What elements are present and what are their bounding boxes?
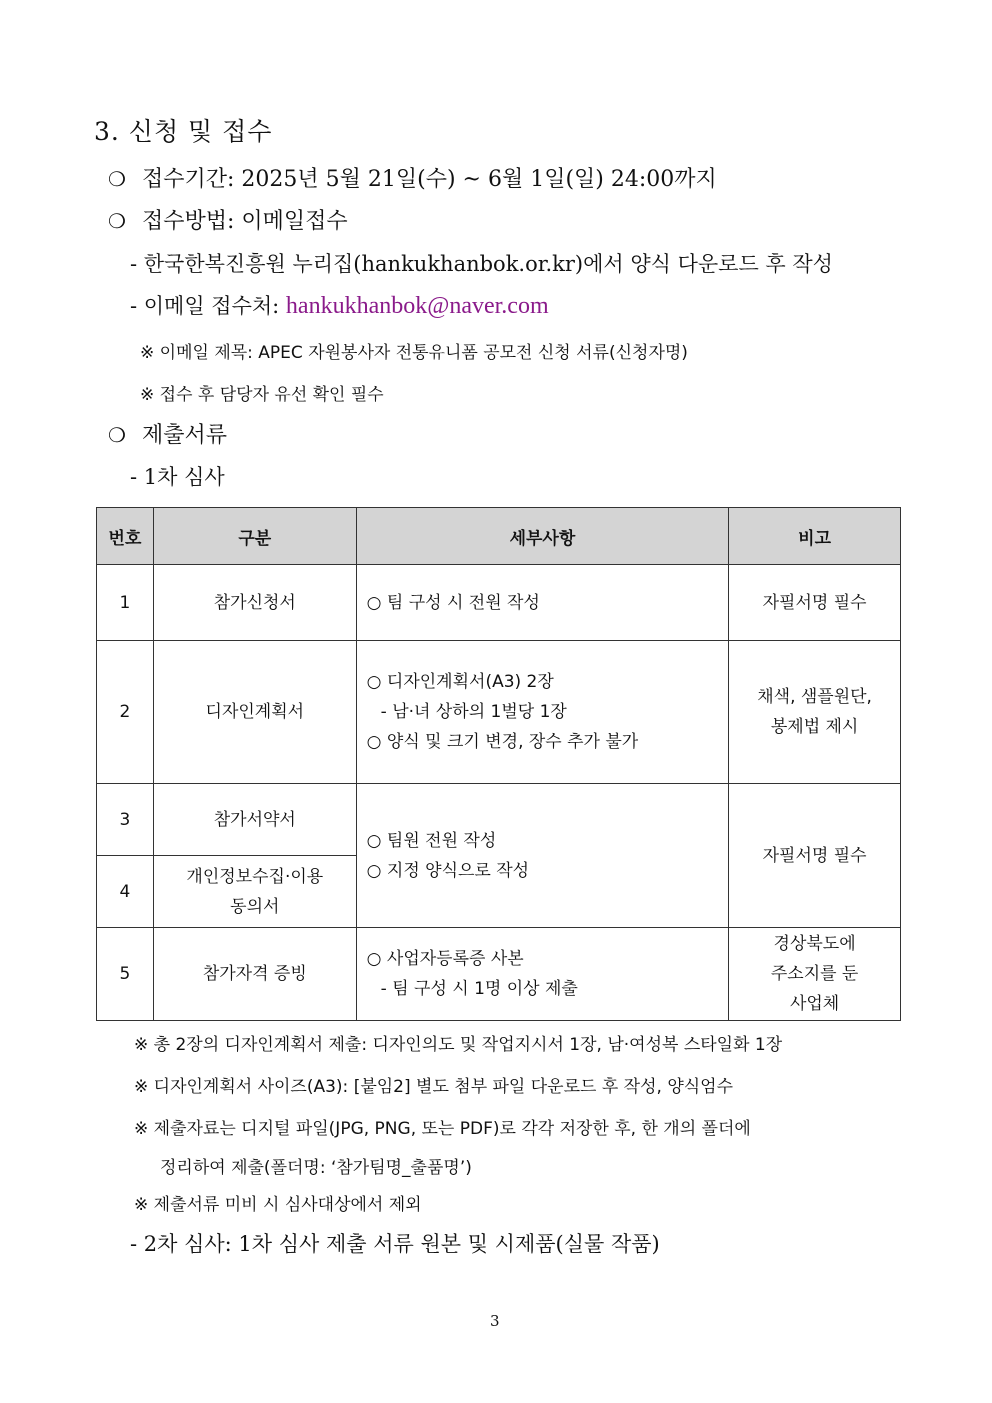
footnote-plan-count: ※ 총 2장의 디자인계획서 제출: 디자인의도 및 작업지시서 1장, 남·여성복 스타일화 1장 xyxy=(134,1035,783,1055)
category-line: 개인정보수집·이용 xyxy=(186,866,324,887)
row-note xyxy=(729,928,901,1021)
documents-table xyxy=(96,507,901,1021)
note-line: 채색, 샘플원단, xyxy=(757,687,872,707)
circle-bullet-icon: ❍ xyxy=(108,167,126,191)
period-text: 접수기간: 2025년 5월 21일(수) ~ 6월 1일(일) 24:00까지 xyxy=(142,167,717,192)
table-row xyxy=(97,565,901,641)
row-detail: ○ 팀 구성 시 전원 작성 xyxy=(356,565,729,641)
first-round-heading: - 1차 심사 xyxy=(130,465,225,489)
method-item xyxy=(108,204,348,235)
phone-confirm-note: ※ 접수 후 담당자 유선 확인 필수 xyxy=(140,385,384,405)
row-detail xyxy=(356,928,729,1021)
period-item xyxy=(108,162,717,193)
footnote-plan-size: ※ 디자인계획서 사이즈(A3): [붙임2] 별도 첨부 파일 다운로드 후 작성, 양식엄수 xyxy=(134,1077,734,1097)
detail-line: ○ 양식 및 크기 변경, 장수 추가 불가 xyxy=(366,732,639,752)
footnote-folder-name: 정리하여 제출(폴더명: ‘참가팀명_출품명’) xyxy=(160,1158,472,1178)
header-number: 번호 xyxy=(97,508,154,565)
email-link[interactable]: hankukhanbok@naver.com xyxy=(285,293,549,319)
detail-line: ○ 디자인계획서(A3) 2장 xyxy=(366,672,554,692)
row-number: 1 xyxy=(97,565,154,641)
detail-line: - 남·녀 상하의 1벌당 1장 xyxy=(380,702,567,722)
row-category xyxy=(153,856,356,928)
note-line: 경상북도에 xyxy=(773,934,856,954)
email-subject-note: ※ 이메일 제목: APEC 자원봉사자 전통유니폼 공모전 신청 서류(신청자명) xyxy=(140,343,688,363)
row-number: 5 xyxy=(97,928,154,1021)
row-number: 3 xyxy=(97,784,154,856)
documents-item xyxy=(108,418,227,449)
footnote-file-format: ※ 제출자료는 디지털 파일(JPG, PNG, 또는 PDF)로 각각 저장한 후, 한 개의 폴더에 xyxy=(134,1119,751,1139)
table-header-row xyxy=(97,508,901,565)
row-detail-merged xyxy=(356,784,729,928)
detail-line: ○ 지정 양식으로 작성 xyxy=(366,860,530,881)
email-label: - 이메일 접수처: xyxy=(130,294,286,318)
row-category: 참가자격 증빙 xyxy=(153,928,356,1021)
header-detail: 세부사항 xyxy=(356,508,729,565)
email-line xyxy=(130,290,549,320)
documents-text: 제출서류 xyxy=(142,423,228,448)
table-row xyxy=(97,928,901,1021)
note-line: 사업체 xyxy=(789,994,840,1014)
circle-bullet-icon: ❍ xyxy=(108,423,126,447)
download-instruction: - 한국한복진흥원 누리집(hankukhanbok.or.kr)에서 양식 다운로드 후 작성 xyxy=(130,252,833,276)
row-detail xyxy=(356,641,729,784)
note-line: 봉제법 제시 xyxy=(770,717,859,737)
row-number: 4 xyxy=(97,856,154,928)
detail-line: ○ 사업자등록증 사본 xyxy=(366,949,524,969)
table-row xyxy=(97,784,901,856)
method-text: 접수방법: 이메일접수 xyxy=(142,209,348,234)
detail-line: - 팀 구성 시 1명 이상 제출 xyxy=(380,979,578,999)
header-category: 구분 xyxy=(153,508,356,565)
row-note xyxy=(729,641,901,784)
row-category: 참가신청서 xyxy=(153,565,356,641)
second-round-heading: - 2차 심사: 1차 심사 제출 서류 원본 및 시제품(실물 작품) xyxy=(130,1232,660,1256)
footnote-exclusion: ※ 제출서류 미비 시 심사대상에서 제외 xyxy=(134,1195,422,1215)
category-line: 동의서 xyxy=(230,896,280,917)
note-line: 주소지를 둔 xyxy=(770,964,859,984)
circle-bullet-icon: ❍ xyxy=(108,209,126,233)
page-number: 3 xyxy=(490,1312,500,1330)
row-category: 참가서약서 xyxy=(153,784,356,856)
table-row xyxy=(97,641,901,784)
detail-line: ○ 팀원 전원 작성 xyxy=(366,830,497,851)
row-number: 2 xyxy=(97,641,154,784)
section-title: 3. 신청 및 접수 xyxy=(94,117,273,146)
row-note-merged: 자필서명 필수 xyxy=(729,784,901,928)
header-note: 비고 xyxy=(729,508,901,565)
row-category: 디자인계획서 xyxy=(153,641,356,784)
row-note: 자필서명 필수 xyxy=(729,565,901,641)
